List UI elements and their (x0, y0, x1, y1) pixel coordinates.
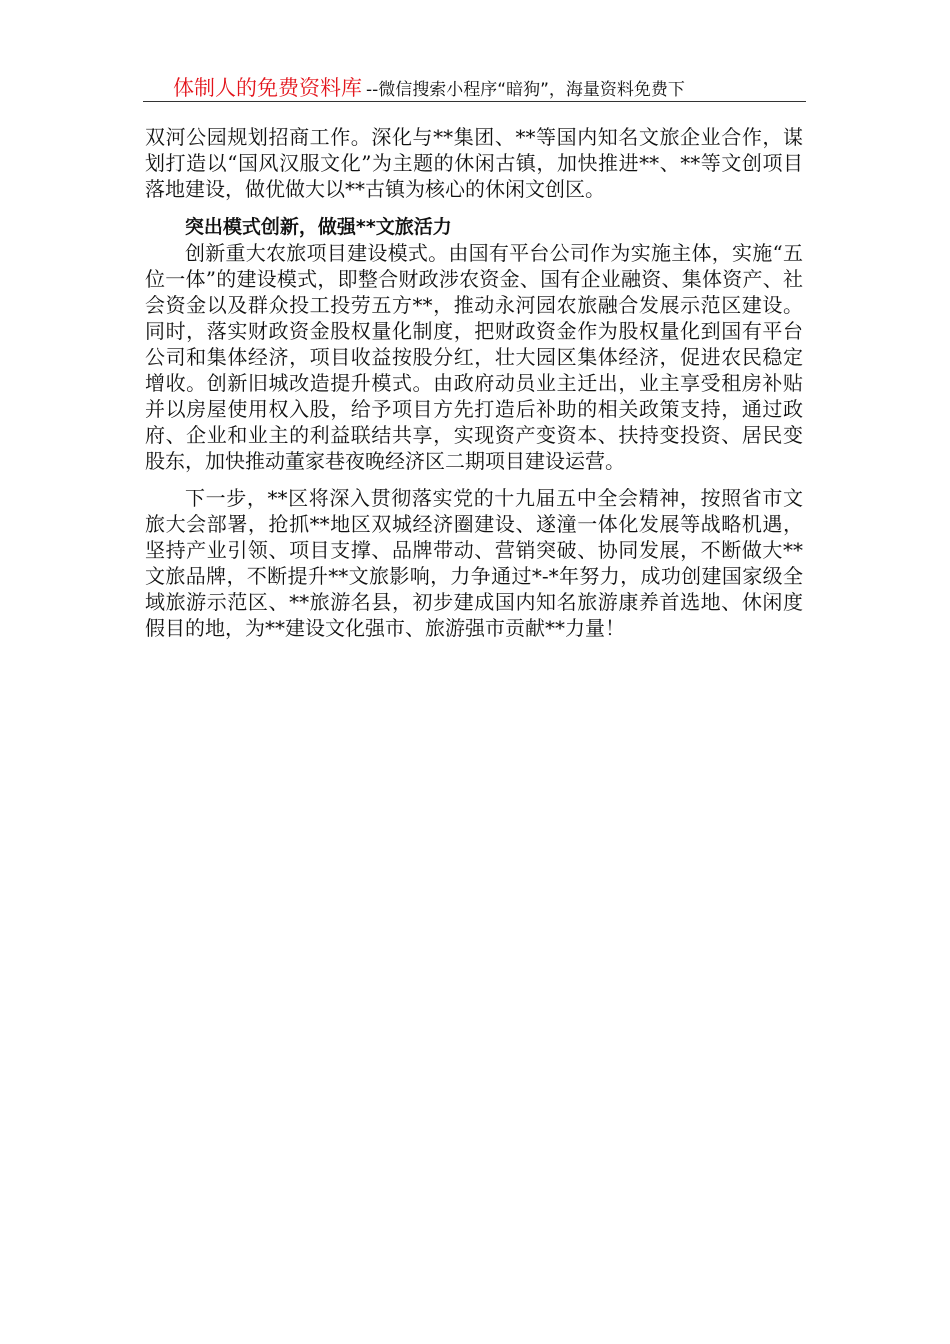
paragraph-continuation: 双河公园规划招商工作。深化与**集团、**等国内知名文旅企业合作，谋划打造以“国风汉服文化”为主题的休闲古镇，加快推进**、**等文创项目落地建设，做优做大以**古镇为核心的休闲文创区。 (145, 125, 803, 201)
header-divider (143, 101, 806, 102)
document-body (145, 124, 803, 641)
section-heading: 突出模式创新，做强**文旅活力 (184, 216, 452, 238)
header-brand: 体制人的免费资料库 (173, 76, 362, 100)
page-header (143, 72, 806, 102)
header-tagline: --微信搜索小程序“暗狗”，海量资料免费下 (366, 80, 685, 100)
paragraph-model-innovation: 创新重大农旅项目建设模式。由国有平台公司作为实施主体，实施“五位一体”的建设模式，即整合财政涉农资金、国有企业融资、集体资产、社会资金以及群众投工投劳五方**，推动永河园农旅融合发展示范区建设。同时，落实财政资金股权量化制度，把财政资金作为股权量化到国有平台公司和集体经济，项目收益按股分红，壮大园区集体经济，促进农民稳定增收。创新旧城改造提升模式。由政府动员业主迁出，业主享受租房补贴并以房屋使用权入股，给予项目方先打造后补助的相关政策支持，通过政府、企业和业主的利益联结共享，实现资产变资本、扶持变投资、居民变股东，加快推动董家巷夜晚经济区二期项目建设运营。 (145, 241, 803, 473)
paragraph-next-steps: 下一步，**区将深入贯彻落实党的十九届五中全会精神，按照省市文旅大会部署，抢抓**地区双城经济圈建设、遂潼一体化发展等战略机遇，坚持产业引领、项目支撑、品牌带动、营销突破、协同发展，不断做大**文旅品牌，不断提升**文旅影响，力争通过*-*年努力，成功创建国家级全域旅游示范区、**旅游名县，初步建成国内知名旅游康养首选地、休闲度假目的地，为**建设文化强市、旅游强市贡献**力量！ (145, 486, 803, 640)
